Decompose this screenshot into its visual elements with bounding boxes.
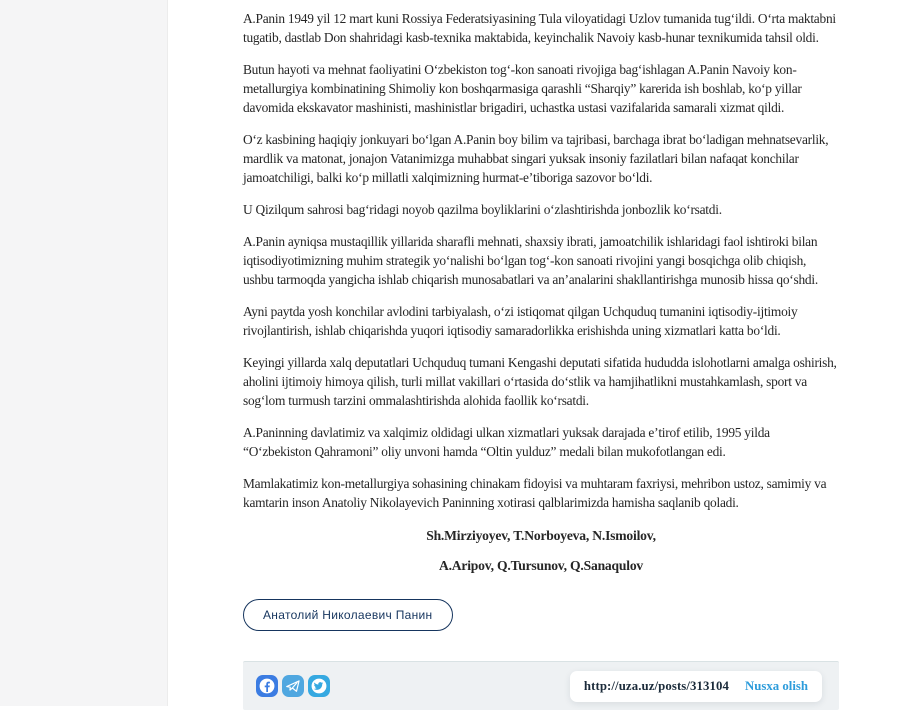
- article-paragraph: Keyingi yillarda xalq deputatlari Uchquduq tumani Kengashi deputati sifatida hududda islohotlarni amalga oshirish, aholini ijtimoiy himoya qilish, turli millat vakillari oʻrtasida doʻstlik va hamjihatlikni mustahkamlash, sport va sogʻlom turmush tarzini ommalashtirishda alohida faollik koʻrsatdi.: [243, 355, 837, 408]
- social-share-icons: [256, 675, 330, 697]
- article-paragraph: Ayni paytda yosh konchilar avlodini tarbiyalash, oʻzi istiqomat qilgan Uchquduq tumanini iqtisodiy-ijtimoiy rivojlantirish, ishlab chiqarishda yuqori iqtisodiy samaradorlikka erishishda uning xizmatlari katta boʻldi.: [243, 304, 798, 338]
- article-paragraph: Butun hayoti va mehnat faoliyatini Oʻzbekiston togʻ-kon sanoati rivojiga bagʻishlagan A.Panin Navoiy kon-metallurgiya kombinatining Shimoliy kon boshqarmasiga qarashli “Sharqiy” karerida ish boshlab, koʻp yillar davomida ekskavator mashinisti, mashinistlar brigadiri, uchastka ustasi vazifalarida samarali xizmat qildi.: [243, 62, 802, 115]
- left-margin-rail: [0, 0, 168, 706]
- article-paragraph: A.Panin 1949 yil 12 mart kuni Rossiya Federatsiyasining Tula viloyatidagi Uzlov tumanida tugʻildi. Oʻrta maktabni tugatib, dastlab Don shahridagi kasb-texnika maktabida, keyinchalik Navoiy kasb-hunar texnikumida tahsil oldi.: [243, 11, 836, 45]
- article-paragraph: Mamlakatimiz kon-metallurgiya sohasining chinakam fidoyisi va muhtaram faxriysi, mehribon ustoz, samimiy va kamtarin inson Anatoliy Nikolayevich Paninning xotirasi qalblarimizda hamisha saqlanib qoladi.: [243, 476, 827, 510]
- share-bar: [243, 661, 839, 710]
- signature-line: A.Aripov, Q.Tursunov, Q.Sanaqulov: [438, 558, 644, 573]
- facebook-icon[interactable]: [256, 675, 278, 697]
- signature-block: [243, 526, 839, 575]
- twitter-icon[interactable]: [308, 675, 330, 697]
- article-paragraph: U Qizilqum sahrosi bagʻridagi noyob qazilma boyliklarini oʻzlashtirishda jonbozlik koʻrsatdi.: [243, 202, 722, 217]
- article-paragraph: A.Panin ayniqsa mustaqillik yillarida sharafli mehnati, shaxsiy ibrati, jamoatchilik ishlaridagi faol ishtiroki bilan iqtisodiyotimizning muhim strategik yoʻnalishi boʻlgan togʻ-kon sanoati rivojini yangi bosqichga olib chiqish, ushbu tarmoqda yangicha ishlab chiqarish munosabatlari va anʼanalarini shakllantirishga munosib hissa qoʻshdi.: [243, 234, 818, 287]
- copy-url-button[interactable]: Nusxa olish: [745, 678, 808, 693]
- article-paragraph: Oʻz kasbining haqiqiy jonkuyari boʻlgan A.Panin boy bilim va tajribasi, barchaga ibrat boʻladigan mehnatsevarlik, mardlik va matonat, jonajon Vatanimizga muhabbat singari yuksak insoniy fazilatlari bilan nafaqat konchilar jamoatchiligi, balki koʻp millatli xalqimizning hurmat-eʼtiboriga sazovor boʻldi.: [243, 132, 829, 185]
- signature-line: Sh.Mirziyoyev, T.Norboyeva, N.Ismoilov,: [426, 528, 656, 543]
- article-body: [243, 0, 839, 710]
- article-paragraph: A.Paninning davlatimiz va xalqimiz oldidagi ulkan xizmatlari yuksak darajada eʼtirof etilib, 1995 yilda “Oʻzbekiston Qahramoni” oliy unvoni hamda “Oltin yulduz” medali bilan mukofotlangan edi.: [243, 425, 770, 459]
- post-url: http://uza.uz/posts/313104: [583, 678, 730, 693]
- tag-anatoliy-panin[interactable]: Анатолий Николаевич Панин: [243, 599, 453, 631]
- tag-row: [243, 599, 839, 631]
- telegram-icon[interactable]: [282, 675, 304, 697]
- post-url-box: [570, 671, 822, 702]
